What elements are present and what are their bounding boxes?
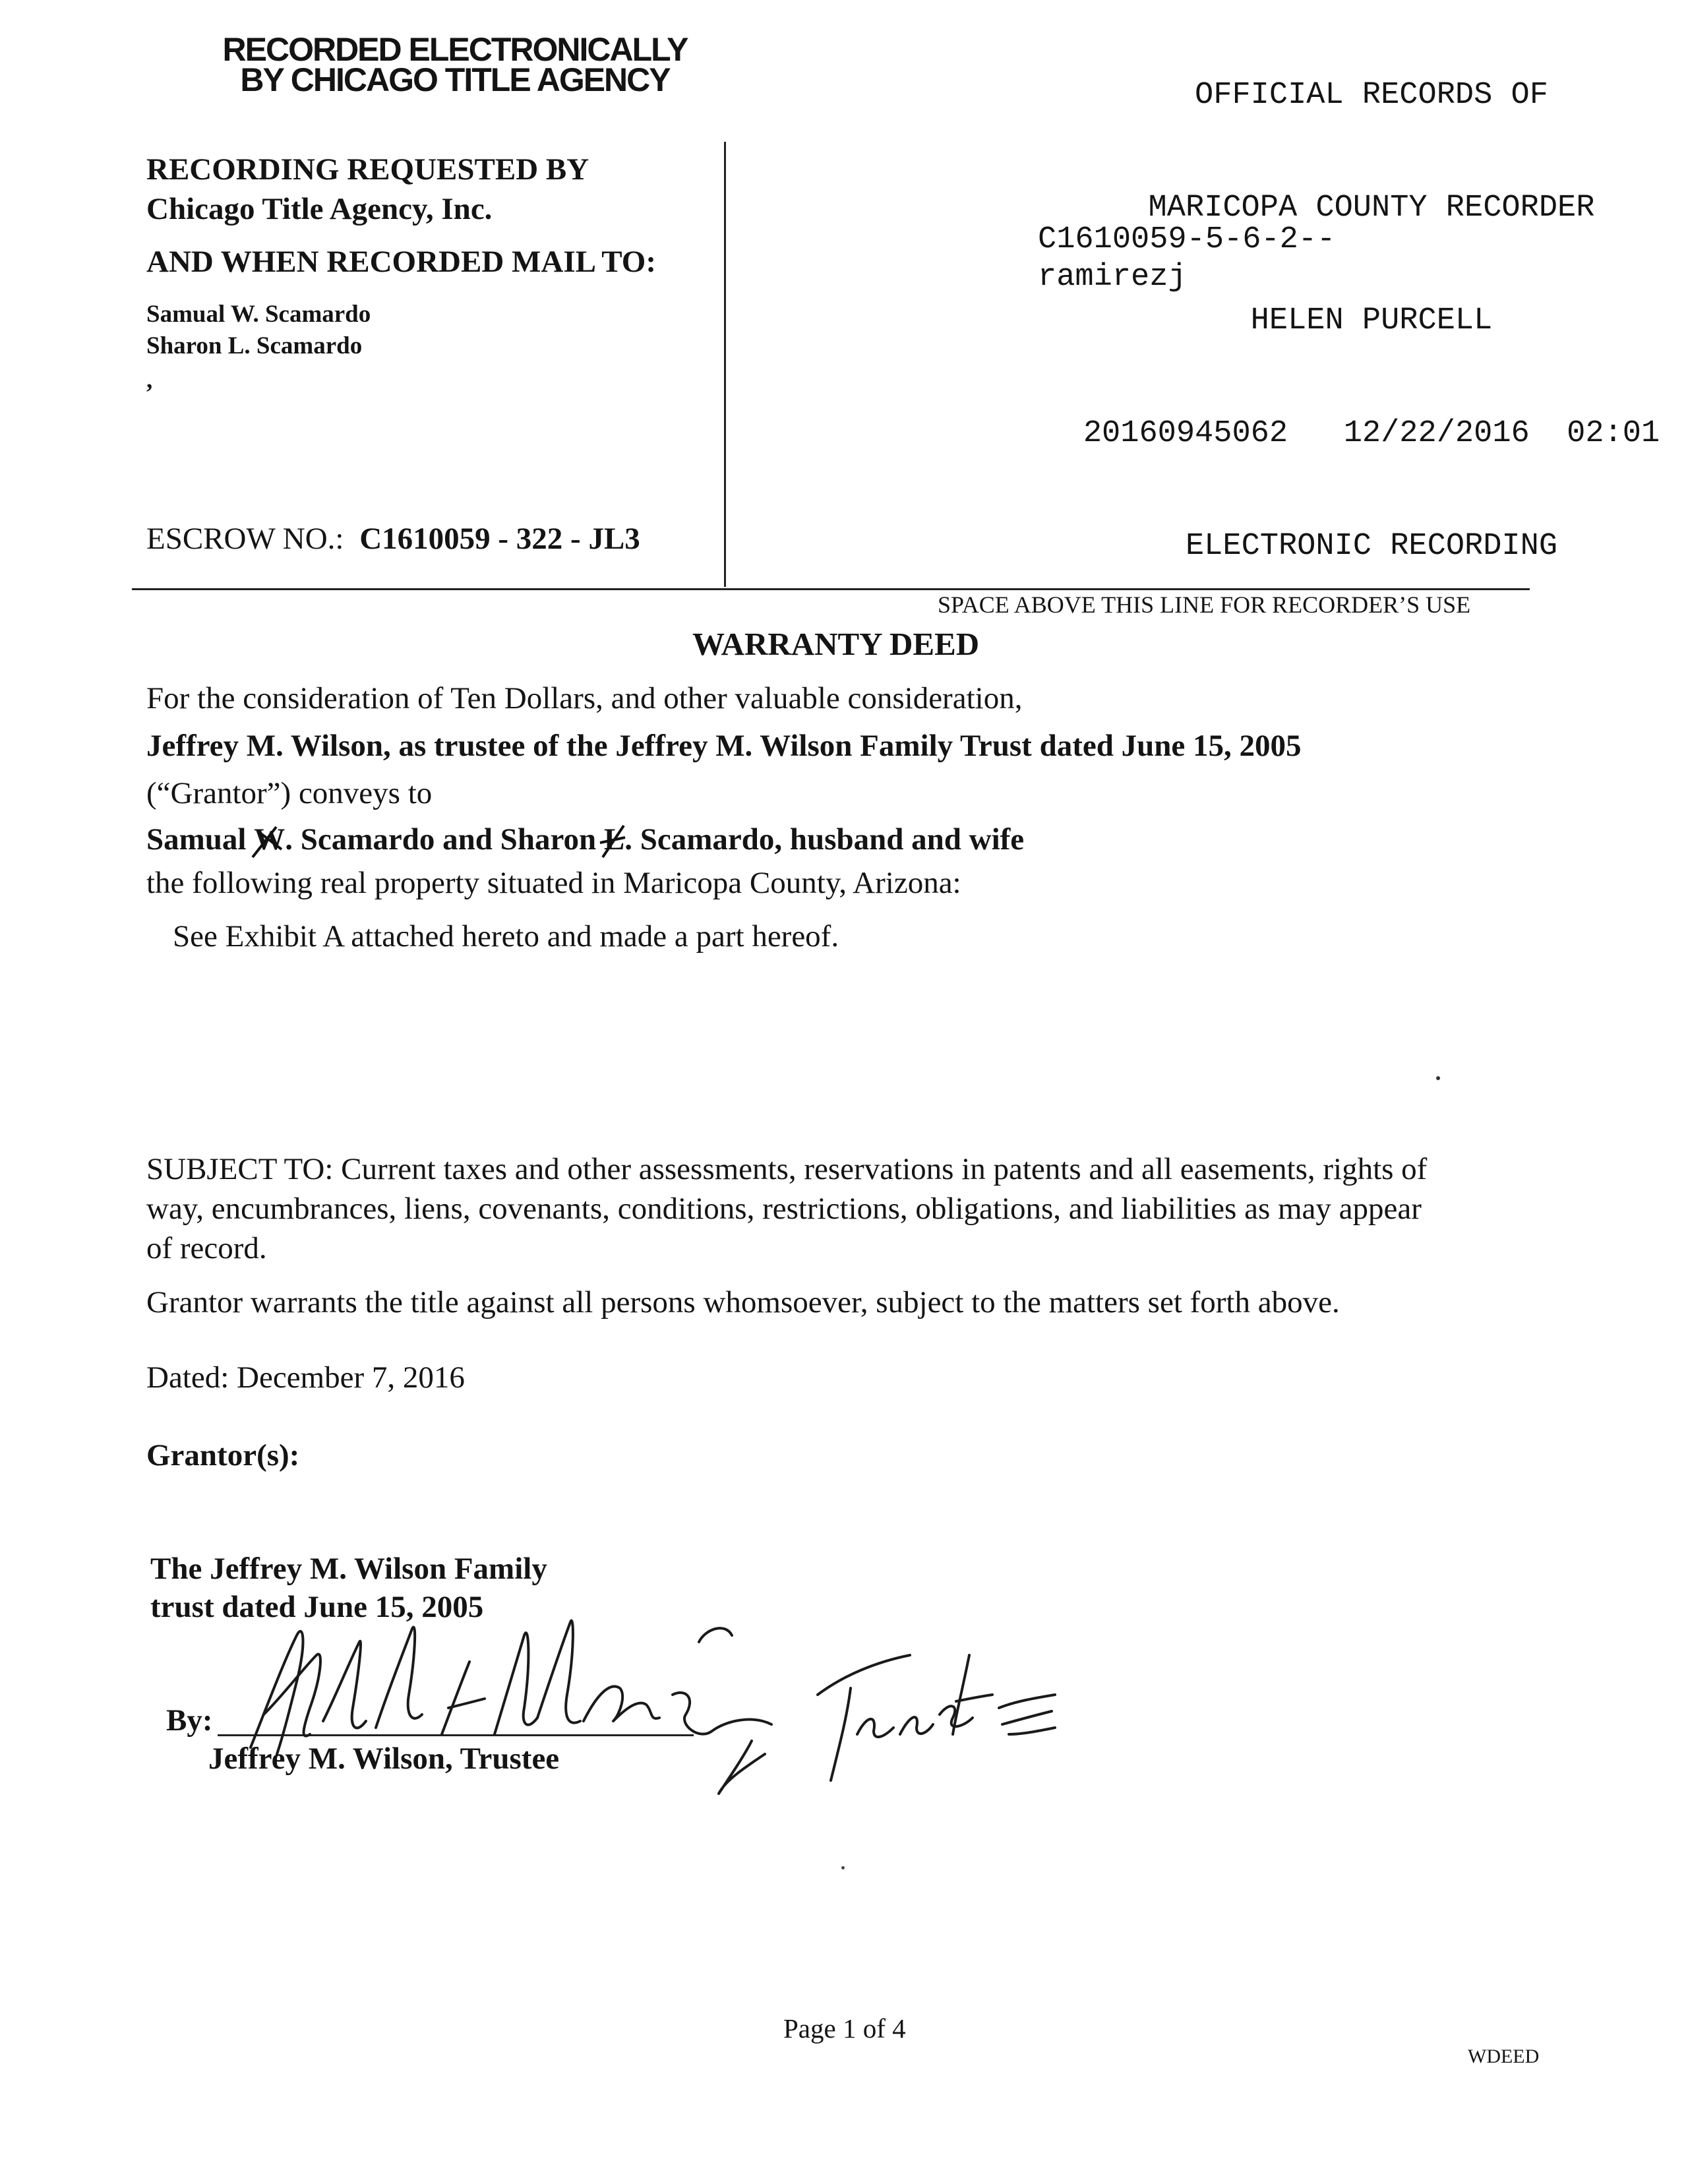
subject-to-line-1: SUBJECT TO: Current taxes and other assessments, reservations in patents and all easements, rights of	[146, 1152, 1428, 1186]
mail-to-name-2: Sharon L. Scamardo	[146, 332, 363, 359]
stamp-line-1: RECORDED ELECTRONICALLY	[222, 31, 688, 68]
hand-correction-mark-2	[599, 823, 634, 860]
grantee-part-1: Samual	[146, 822, 255, 857]
stray-dot	[1436, 1076, 1440, 1080]
grantor-name: Jeffrey M. Wilson, as trustee of the Jeffrey M. Wilson Family Trust dated June 15, 2005	[146, 729, 1302, 763]
grantee-part-3: . Scamardo, husband and wife	[624, 822, 1025, 857]
handwritten-signature	[224, 1583, 1081, 1800]
recording-number-date-time: 20160945062 12/22/2016 02:01	[1083, 416, 1660, 451]
trust-name-line-1: The Jeffrey M. Wilson Family	[150, 1552, 547, 1586]
exhibit-reference: See Exhibit A attached hereto and made a part hereof.	[173, 919, 839, 954]
recorder-line-1: OFFICIAL RECORDS OF	[1195, 78, 1548, 113]
dated-line: Dated: December 7, 2016	[146, 1360, 465, 1395]
signer-name-title: Jeffrey M. Wilson, Trustee	[208, 1742, 560, 1776]
mail-to-name-1: Samual W. Scamardo	[146, 301, 371, 328]
grantee-struck-initial-2: L	[604, 822, 624, 857]
document-title: WARRANTY DEED	[692, 626, 980, 662]
grantors-label: Grantor(s):	[146, 1438, 300, 1472]
subject-to-line-2: way, encumbrances, liens, covenants, conditions, restrictions, obligations, and liabilities as may appear	[146, 1192, 1422, 1226]
escrow-number	[146, 521, 640, 557]
grantee-struck-initial-1: W	[254, 822, 285, 857]
subject-to-line-3: of record.	[146, 1231, 267, 1265]
recorder-use-note: SPACE ABOVE THIS LINE FOR RECORDER’S USE	[938, 592, 1471, 618]
property-location-text: the following real property situated in Maricopa County, Arizona:	[146, 866, 961, 900]
conveys-text: (“Grantor”) conveys to	[146, 776, 433, 810]
warranty-clause: Grantor warrants the title against all persons whomsoever, subject to the matters set forth above.	[146, 1285, 1340, 1320]
recorder-line-3: HELEN PURCELL	[1250, 303, 1493, 338]
recorder-use-line	[132, 588, 1530, 590]
requesting-agency: Chicago Title Agency, Inc.	[146, 192, 493, 226]
stamp-line-2: BY CHICAGO TITLE AGENCY	[240, 61, 670, 98]
official-records-block	[1042, 1, 1688, 603]
grantee-part-2: . Scamardo and Sharon	[285, 822, 604, 857]
by-label: By:	[166, 1703, 213, 1738]
consideration-text: For the consideration of Ten Dollars, and other valuable consideration,	[146, 681, 1023, 715]
recording-reference	[1038, 221, 1335, 296]
recording-clerk: ramirezj	[1038, 260, 1187, 295]
escrow-value: C1610059 - 322 - JL3	[359, 522, 640, 556]
form-code: WDEED	[1468, 2046, 1540, 2067]
recorder-line-5: ELECTRONIC RECORDING	[1185, 529, 1558, 564]
hand-correction-mark-1	[250, 824, 289, 861]
recorded-electronically-stamp	[198, 31, 712, 98]
grantee-names	[146, 822, 1024, 857]
stray-dot-2	[841, 1866, 845, 1869]
recording-reference-code: C1610059-5-6-2--	[1038, 222, 1336, 257]
recorder-line-2: MARICOPA COUNTY RECORDER	[1148, 191, 1595, 226]
escrow-label: ESCROW NO.:	[146, 522, 344, 556]
trust-name-line-2: trust dated June 15, 2005	[150, 1590, 484, 1624]
recording-requested-by-heading: RECORDING REQUESTED BY	[146, 152, 589, 187]
mail-to-heading: AND WHEN RECORDED MAIL TO:	[146, 245, 656, 279]
header-divider-vertical	[724, 142, 726, 587]
page-number: Page 1 of 4	[783, 2013, 906, 2044]
mail-to-address-comma: ,	[146, 367, 153, 394]
